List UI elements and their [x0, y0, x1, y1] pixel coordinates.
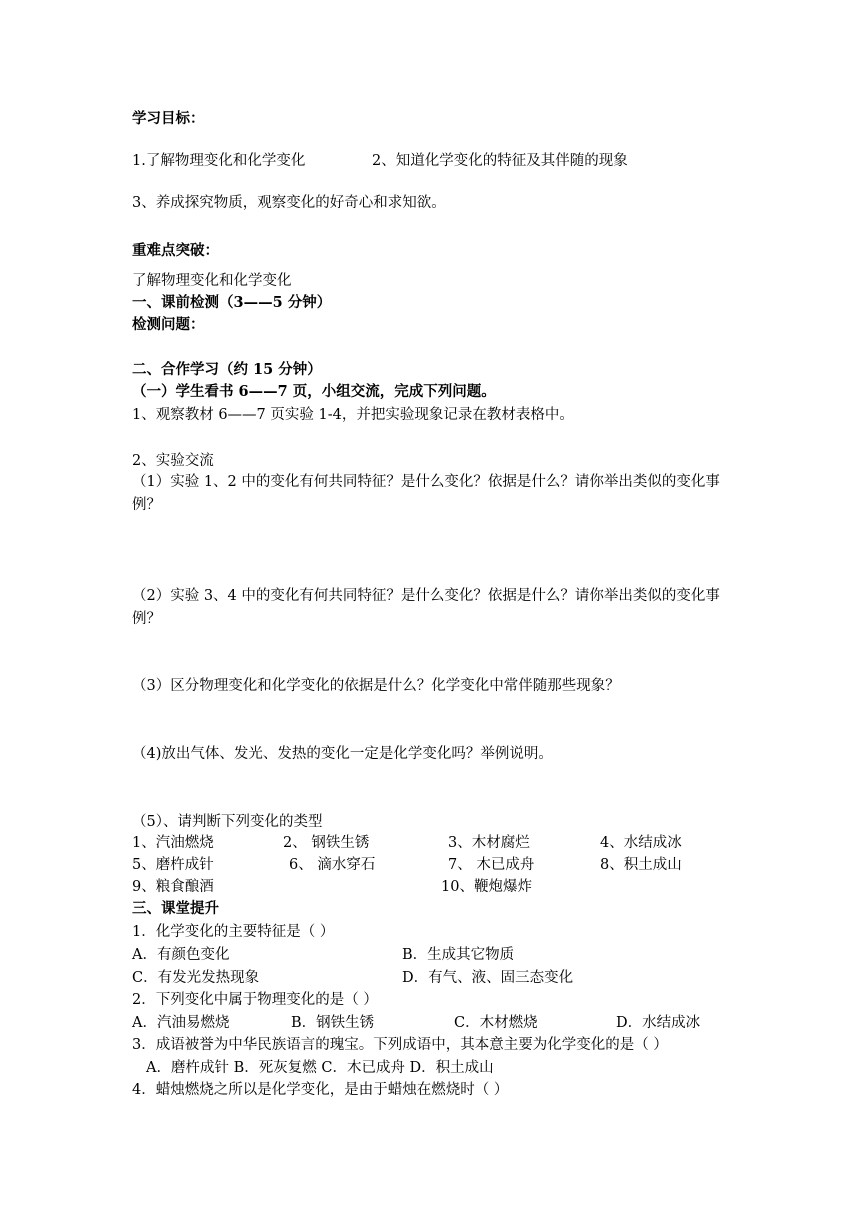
- item-2: 2、实验交流: [132, 453, 214, 469]
- problem-3-question: 3．成语被誉为中华民族语言的瑰宝。下列成语中，其本意主要为化学变化的是（ ）: [132, 1037, 668, 1053]
- judge-item: 6、 滴水穿石: [289, 857, 376, 873]
- question-5: （5）、请判断下列变化的类型: [132, 814, 323, 830]
- judge-item: 7、 木已成舟: [448, 857, 535, 873]
- objective-2: 2、知道化学变化的特征及其伴随的现象: [372, 153, 628, 169]
- section-1-question: 检测问题：: [132, 316, 205, 333]
- problem-1-option-a: A．有颜色变化: [132, 947, 230, 963]
- section-2-title: 二、合作学习（约 15 分钟）: [132, 361, 322, 378]
- problem-2-option: B．钢铁生锈: [291, 1015, 375, 1031]
- judge-item: 5、磨杵成针: [132, 857, 214, 873]
- question-3: （3）区分物理变化和化学变化的依据是什么？化学变化中常伴随那些现象？: [132, 678, 620, 694]
- judge-item: 3、木材腐烂: [448, 835, 530, 851]
- question-1-line-1: （1）实验 1、2 中的变化有何共同特征？是什么变化？依据是什么？请你举出类似的变化事: [132, 474, 720, 490]
- problem-2-question: 2．下列变化中属于物理变化的是（ ）: [132, 992, 378, 1008]
- objectives-title: 学习目标：: [132, 110, 205, 127]
- problem-2-option: C．木材燃烧: [454, 1015, 538, 1031]
- section-1-title: 一、课前检测（3——5 分钟）: [132, 294, 332, 311]
- item-1: 1、观察教材 6——7 页实验 1-4，并把实验现象记录在教材表格中。: [132, 407, 574, 423]
- question-1-line-2: 例？: [132, 497, 161, 513]
- judge-item: 10、鞭炮爆炸: [441, 879, 532, 895]
- section-3-title: 三、课堂提升: [132, 900, 219, 917]
- judge-item: 4、水结成冰: [600, 835, 682, 851]
- question-2-line-1: （2）实验 3、4 中的变化有何共同特征？是什么变化？依据是什么？请你举出类似的变化事: [132, 588, 720, 604]
- judge-item: 8、积土成山: [600, 857, 682, 873]
- problem-4-question: 4．蜡烛燃烧之所以是化学变化，是由于蜡烛在燃烧时（ ）: [132, 1082, 509, 1098]
- question-2-line-2: 例？: [132, 611, 161, 627]
- judge-item: 9、粮食酿酒: [132, 879, 214, 895]
- problem-1-option-d: D．有气、液、固三态变化: [402, 970, 574, 986]
- question-4: （4)放出气体、发光、发热的变化一定是化学变化吗？举例说明。: [132, 746, 553, 762]
- problem-2-option: D．水结成冰: [616, 1015, 701, 1031]
- problem-1-question: 1．化学变化的主要特征是（ ）: [132, 924, 335, 940]
- problem-2-option: A．汽油易燃烧: [132, 1015, 230, 1031]
- key-title: 重难点突破：: [132, 242, 219, 259]
- objective-1: 1.了解物理变化和化学变化: [132, 153, 306, 169]
- section-2-subtitle: （一）学生看书 6——7 页，小组交流，完成下列问题。: [132, 383, 496, 400]
- problem-3-options: A．磨杵成针 B．死灰复燃 C．木已成舟 D．积土成山: [146, 1060, 494, 1076]
- problem-1-option-b: B．生成其它物质: [402, 947, 515, 963]
- judge-item: 2、 钢铁生锈: [283, 835, 370, 851]
- judge-item: 1、汽油燃烧: [132, 835, 214, 851]
- key-text: 了解物理变化和化学变化: [132, 273, 292, 289]
- objective-3: 3、养成探究物质，观察变化的好奇心和求知欲。: [132, 195, 446, 211]
- problem-1-option-c: C．有发光发热现象: [132, 970, 260, 986]
